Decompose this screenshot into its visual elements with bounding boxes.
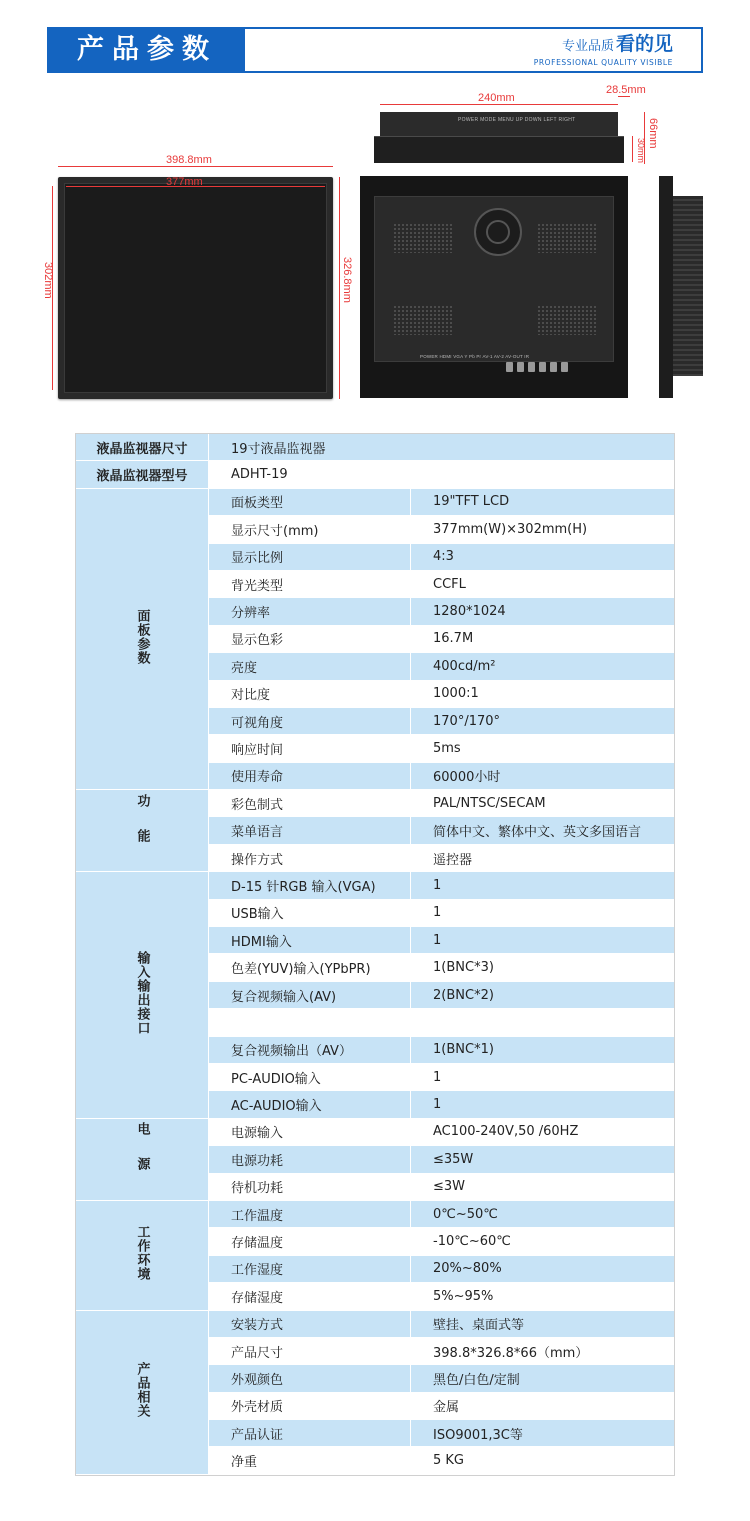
spec-item: 显示色彩 bbox=[209, 625, 411, 652]
spec-item: 显示尺寸(mm) bbox=[209, 516, 411, 543]
spec-value: PAL/NTSC/SECAM bbox=[411, 790, 676, 817]
spec-row bbox=[76, 872, 676, 899]
bnc-connector-icon bbox=[539, 362, 546, 372]
spec-item: 操作方式 bbox=[209, 844, 411, 871]
spec-item: 分辨率 bbox=[209, 598, 411, 625]
spec-value: 5ms bbox=[411, 735, 676, 762]
bnc-connector-icon bbox=[561, 362, 568, 372]
spec-value: 60000小时 bbox=[411, 762, 676, 789]
spec-row bbox=[76, 1310, 676, 1337]
spec-item: 电源输入 bbox=[209, 1118, 411, 1145]
spec-group-label bbox=[76, 872, 209, 1119]
dim-top-height: 66mm bbox=[647, 118, 659, 149]
spec-item: 产品尺寸 bbox=[209, 1337, 411, 1364]
spec-label: 液晶监视器型号 bbox=[76, 461, 209, 488]
monitor-screen bbox=[64, 183, 327, 393]
spec-value: 1280*1024 bbox=[411, 598, 676, 625]
spec-group-label bbox=[76, 1310, 209, 1474]
spec-value: 2(BNC*2) bbox=[411, 981, 676, 1008]
top-base bbox=[374, 136, 624, 163]
spec-item: 使用寿命 bbox=[209, 762, 411, 789]
spec-item bbox=[209, 1009, 411, 1036]
spec-item: 存储湿度 bbox=[209, 1283, 411, 1310]
spec-value: CCFL bbox=[411, 570, 676, 597]
spec-value: 1 bbox=[411, 927, 676, 954]
dim-outer-width: 398.8mm bbox=[166, 154, 212, 166]
spec-group-name: 电源 bbox=[134, 1122, 150, 1193]
spec-item: 净重 bbox=[209, 1447, 411, 1474]
bnc-connector-icon bbox=[517, 362, 524, 372]
vent-bottom-left bbox=[393, 305, 453, 335]
spec-item: 菜单语言 bbox=[209, 817, 411, 844]
spec-row bbox=[76, 434, 676, 461]
spec-row bbox=[76, 1200, 676, 1227]
slogan-english: PROFESSIONAL QUALITY VISIBLE bbox=[533, 58, 673, 67]
dim-screen-width: 377mm bbox=[166, 176, 203, 188]
spec-value: 1(BNC*1) bbox=[411, 1036, 676, 1063]
spec-group-label bbox=[76, 1200, 209, 1310]
spec-value: 400cd/m² bbox=[411, 653, 676, 680]
monitor-top-image bbox=[374, 112, 624, 164]
spec-item: 外观颜色 bbox=[209, 1365, 411, 1392]
spec-value: 黑色/白色/定制 bbox=[411, 1365, 676, 1392]
spec-item: 待机功耗 bbox=[209, 1173, 411, 1200]
slogan-prefix: 专业品质 bbox=[561, 39, 614, 54]
spec-value: 1 bbox=[411, 899, 676, 926]
spec-value: 19寸液晶监视器 bbox=[209, 434, 676, 461]
spec-item: HDMI输入 bbox=[209, 927, 411, 954]
spec-item: 安装方式 bbox=[209, 1310, 411, 1337]
spec-item: PC-AUDIO输入 bbox=[209, 1063, 411, 1090]
spec-value bbox=[411, 1009, 676, 1036]
dim-screen-height: 302mm bbox=[42, 262, 54, 299]
top-button-strip bbox=[380, 112, 618, 138]
spec-value: 377mm(W)×302mm(H) bbox=[411, 516, 676, 543]
spec-item: USB输入 bbox=[209, 899, 411, 926]
spec-group-name: 面板参数 bbox=[134, 608, 150, 665]
spec-item: 可视角度 bbox=[209, 707, 411, 734]
dim-top-inner-height: 30mm bbox=[636, 138, 646, 164]
spec-item: AC-AUDIO输入 bbox=[209, 1091, 411, 1118]
bnc-connector-icon bbox=[550, 362, 557, 372]
dim-top-width: 240mm bbox=[478, 92, 515, 104]
spec-value: 16.7M bbox=[411, 625, 676, 652]
spec-value: 19"TFT LCD bbox=[411, 488, 676, 515]
spec-value: AC100-240V,50 /60HZ bbox=[411, 1118, 676, 1145]
spec-item: 工作温度 bbox=[209, 1200, 411, 1227]
spec-item: 产品认证 bbox=[209, 1420, 411, 1447]
bnc-connector-icon bbox=[506, 362, 513, 372]
spec-item: 外壳材质 bbox=[209, 1392, 411, 1419]
spec-value: 0℃~50℃ bbox=[411, 1200, 676, 1227]
dim-outer-height: 326.8mm bbox=[341, 257, 353, 303]
monitor-front-image bbox=[58, 177, 333, 399]
spec-value: 1 bbox=[411, 872, 676, 899]
spec-item: 复合视频输出（AV） bbox=[209, 1036, 411, 1063]
spec-group-name: 功能 bbox=[134, 793, 150, 864]
spec-row bbox=[76, 1118, 676, 1145]
top-button-labels: POWER MODE MENU UP DOWN LEFT RIGHT bbox=[458, 117, 576, 123]
spec-group-name: 工作环境 bbox=[134, 1225, 150, 1282]
spec-value: 4:3 bbox=[411, 543, 676, 570]
spec-value: 1(BNC*3) bbox=[411, 954, 676, 981]
dim-line-outer-width bbox=[58, 166, 333, 167]
spec-item: 对比度 bbox=[209, 680, 411, 707]
spec-item: 面板类型 bbox=[209, 488, 411, 515]
spec-value: ISO9001,3C等 bbox=[411, 1420, 676, 1447]
fan-icon bbox=[474, 208, 522, 256]
back-port-labels: POWER HDMI VGA Y Pb Pr AV-1 AV-2 AV-OUT IR bbox=[420, 354, 530, 359]
spec-value: 1 bbox=[411, 1091, 676, 1118]
dim-line-inner-height bbox=[632, 136, 633, 162]
vent-top-left bbox=[393, 223, 453, 253]
monitor-back-image bbox=[360, 176, 628, 398]
spec-table bbox=[75, 433, 676, 1475]
spec-item: 背光类型 bbox=[209, 570, 411, 597]
spec-value: 1000:1 bbox=[411, 680, 676, 707]
spec-group-label bbox=[76, 488, 209, 789]
dim-line-top-width bbox=[380, 104, 618, 105]
spec-value: 398.8*326.8*66（mm） bbox=[411, 1337, 676, 1364]
slogan bbox=[534, 33, 673, 68]
spec-group-name: 产品相关 bbox=[134, 1362, 150, 1419]
spec-row bbox=[76, 488, 676, 515]
spec-value: 壁挂、桌面式等 bbox=[411, 1310, 676, 1337]
spec-value: ADHT-19 bbox=[209, 461, 676, 488]
monitor-side-image bbox=[659, 176, 707, 398]
vent-top-right bbox=[537, 223, 597, 253]
spec-value: ≤3W bbox=[411, 1173, 676, 1200]
dim-top-depth: 28.5mm bbox=[606, 84, 646, 96]
spec-value: 1 bbox=[411, 1063, 676, 1090]
spec-item: 工作湿度 bbox=[209, 1255, 411, 1282]
spec-item: 显示比例 bbox=[209, 543, 411, 570]
slogan-emphasis: 看的见 bbox=[615, 33, 673, 55]
side-vents bbox=[673, 196, 703, 376]
spec-item: 复合视频输入(AV) bbox=[209, 981, 411, 1008]
spec-value: 20%~80% bbox=[411, 1255, 676, 1282]
spec-item: 电源功耗 bbox=[209, 1146, 411, 1173]
spec-row bbox=[76, 461, 676, 488]
spec-item: 色差(YUV)输入(YPbPR) bbox=[209, 954, 411, 981]
spec-value: 金属 bbox=[411, 1392, 676, 1419]
spec-item: 彩色制式 bbox=[209, 790, 411, 817]
spec-group-label bbox=[76, 1118, 209, 1200]
dim-line-depth bbox=[618, 96, 630, 97]
spec-value: 简体中文、繁体中文、英文多国语言 bbox=[411, 817, 676, 844]
spec-row bbox=[76, 790, 676, 817]
vent-bottom-right bbox=[537, 305, 597, 335]
spec-value: 5%~95% bbox=[411, 1283, 676, 1310]
bnc-connector-icon bbox=[528, 362, 535, 372]
section-title: 产品参数 bbox=[49, 29, 245, 71]
spec-value: ≤35W bbox=[411, 1146, 676, 1173]
spec-item: 存储温度 bbox=[209, 1228, 411, 1255]
spec-label: 液晶监视器尺寸 bbox=[76, 434, 209, 461]
section-header bbox=[47, 27, 703, 73]
spec-item: 亮度 bbox=[209, 653, 411, 680]
spec-value: -10℃~60℃ bbox=[411, 1228, 676, 1255]
spec-item: 响应时间 bbox=[209, 735, 411, 762]
spec-group-label bbox=[76, 790, 209, 872]
spec-value: 5 KG bbox=[411, 1447, 676, 1474]
spec-item: D-15 针RGB 输入(VGA) bbox=[209, 872, 411, 899]
dim-line-outer-height bbox=[339, 177, 340, 399]
spec-value: 170°/170° bbox=[411, 707, 676, 734]
spec-group-name: 输入输出接口 bbox=[134, 951, 150, 1035]
spec-value: 遥控器 bbox=[411, 844, 676, 871]
